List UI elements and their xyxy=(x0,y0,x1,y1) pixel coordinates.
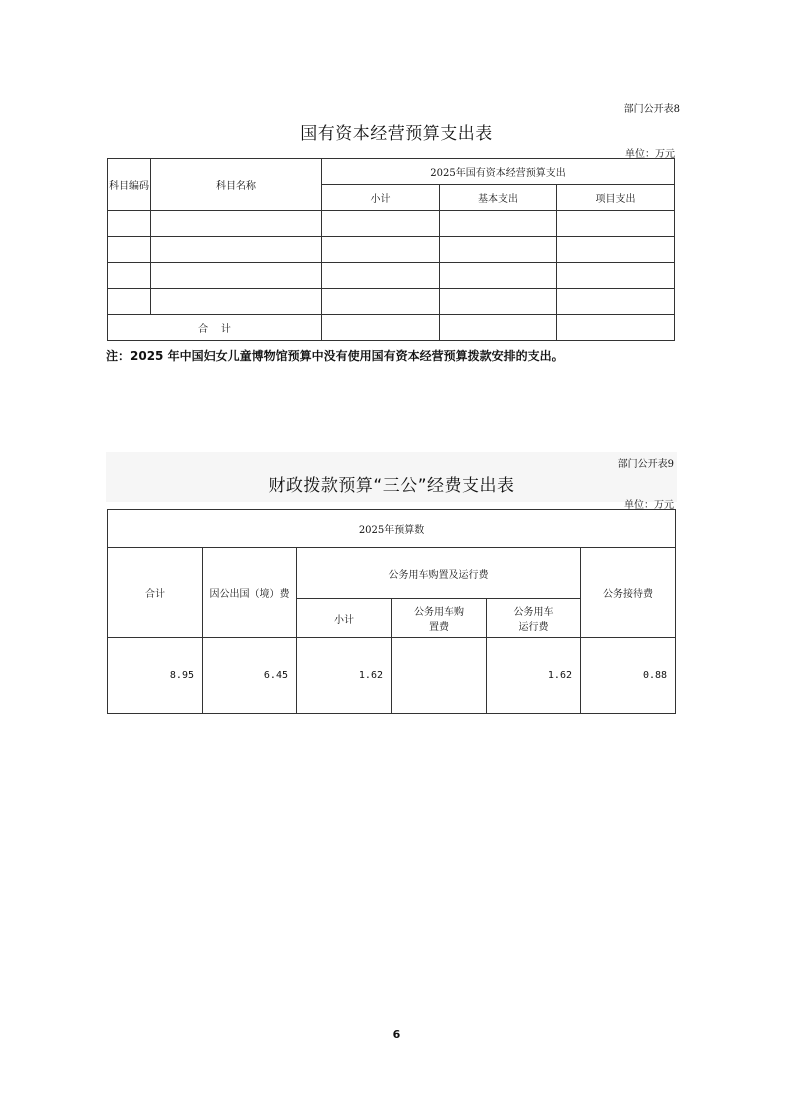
table9-value-total: 8.95 xyxy=(108,638,203,714)
table9-value-vehicle-operation: 1.62 xyxy=(487,638,581,714)
table9-unit: 单位：万元 xyxy=(624,500,674,511)
table8-title: 国有资本经营预算支出表 xyxy=(300,124,493,144)
table9-header-vehicle-purchase: 公务用车购置费 xyxy=(392,599,487,638)
table8-unit: 单位：万元 xyxy=(625,149,675,160)
table-row xyxy=(108,263,675,289)
table9-header-abroad: 因公出国（境）费 xyxy=(203,548,297,638)
table9-value-abroad: 6.45 xyxy=(203,638,297,714)
table9-header-vehicle-group: 公务用车购置及运行费 xyxy=(297,548,581,599)
page-number: 6 xyxy=(392,1028,401,1041)
table8-header-project: 项目支出 xyxy=(557,185,675,211)
table8-total-project xyxy=(557,315,675,341)
table-row xyxy=(108,237,675,263)
table9 xyxy=(107,509,676,714)
table8-note: 注：2025 年中国妇女儿童博物馆预算中没有使用国有资本经营预算拨款安排的支出。 xyxy=(106,349,564,363)
table8-header-basic: 基本支出 xyxy=(440,185,557,211)
table-row xyxy=(108,289,675,315)
table9-header-year: 2025年预算数 xyxy=(108,510,676,548)
table8-header-subtotal: 小计 xyxy=(322,185,440,211)
table8 xyxy=(107,158,675,341)
table8-header-subject-code: 科目编码 xyxy=(108,159,151,211)
table9-code-label: 部门公开表9 xyxy=(617,459,674,470)
table-row xyxy=(108,638,676,714)
table8-header-subject-name: 科目名称 xyxy=(151,159,322,211)
table9-header-subtotal: 小计 xyxy=(297,599,392,638)
table8-total-basic xyxy=(440,315,557,341)
table8-total-subtotal xyxy=(322,315,440,341)
table9-header-reception: 公务接待费 xyxy=(581,548,676,638)
table9-header-total: 合计 xyxy=(108,548,203,638)
table8-code-label: 部门公开表8 xyxy=(623,104,680,115)
table9-value-vehicle-purchase xyxy=(392,638,487,714)
table9-title: 财政拨款预算“三公”经费支出表 xyxy=(268,476,515,496)
table-row xyxy=(108,211,675,237)
table9-header-vehicle-operation: 公务用车运行费 xyxy=(487,599,581,638)
table9-value-subtotal: 1.62 xyxy=(297,638,392,714)
table9-value-reception: 0.88 xyxy=(581,638,676,714)
table8-total-label: 合 计 xyxy=(108,315,322,341)
table8-header-group: 2025年国有资本经营预算支出 xyxy=(322,159,675,185)
